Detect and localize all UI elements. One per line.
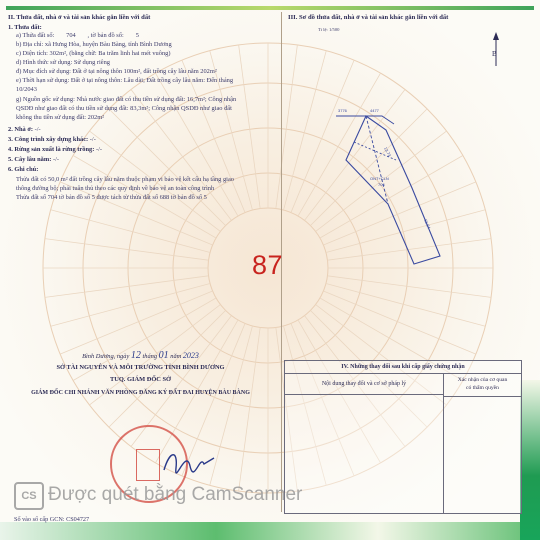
item-4-value: -/- <box>95 146 102 153</box>
date-month-label: tháng <box>142 353 158 360</box>
item-5-line <box>8 156 59 164</box>
changes-table <box>284 360 522 514</box>
plot-label-5: 704 <box>378 182 385 187</box>
term-line-1: e) Thời hạn sử dụng: Đất ở tại nông thôn: Lâu dài; Đất trồng cây lâu năm: Đến tháng <box>16 77 234 84</box>
purpose-line: đ) Mục đích sử dụng: Đất ở tại nông thôn 100m², đất trồng cây lâu năm 202m² <box>16 68 217 75</box>
item-1-label: 1. Thửa đất: <box>8 24 42 31</box>
top-border <box>6 6 534 10</box>
watermark-text: Được quét bằng CamScanner <box>48 484 303 505</box>
item-6-label: 6. Ghi chú: <box>8 166 39 173</box>
item-3-value: -/- <box>89 136 96 143</box>
origin-line-2: QSDĐ như giao đất có thu tiền sử dụng đất: 83,3m²; Công nhận QSDĐ như giao đất <box>16 105 232 112</box>
item-5-label: 5. Cây lâu năm: <box>8 156 52 163</box>
changes-col-confirm <box>444 374 521 397</box>
department-name: SỞ TÀI NGUYÊN VÀ MÔI TRƯỜNG TỈNH BÌNH DƯƠNG <box>56 364 225 371</box>
item-2-line <box>8 126 41 134</box>
origin-line-1: g) Nguồn gốc sử dụng: Nhà nước giao đất có thu tiền sử dụng đất: 16,7m²; Công nhận <box>16 96 237 103</box>
usage-form-line: d) Hình thức sử dụng: Sử dụng riêng <box>16 59 110 66</box>
plot-label-1: 3776 <box>338 108 347 113</box>
parcel-line <box>16 32 149 40</box>
item-3-label: 3. Công trình xây dựng khác: <box>8 136 89 143</box>
note-line-2: thông đường bộ; phải tuân thủ theo các quy định về bảo vệ an toàn công trình <box>16 185 215 192</box>
map-sheet-label: , tờ bản đồ số: <box>87 32 124 39</box>
authorization-line: TUQ. GIÁM ĐỐC SỞ <box>109 376 172 383</box>
north-label: B <box>492 50 497 58</box>
section-3-title: III. Sơ đồ thửa đất, nhà ở và tài sản khác gắn liền với đất <box>288 14 449 21</box>
date-year: 2023 <box>182 351 199 360</box>
confirm-line-2: có thẩm quyền <box>466 385 499 391</box>
parcel-label: a) Thửa đất số: <box>16 32 55 39</box>
plot-label-2: 4477 <box>370 108 379 113</box>
page-number: 87 <box>252 250 284 280</box>
item-4-label: 4. Rừng sản xuất là rừng trồng: <box>8 146 95 153</box>
confirm-line-1: Xác nhận của cơ quan <box>457 377 508 383</box>
section-2-title: II. Thửa đất, nhà ở và tài sản khác gắn liền với đất <box>8 14 151 21</box>
signer-title: GIÁM ĐỐC CHI NHÁNH VĂN PHÒNG ĐĂNG KÝ ĐẤT ĐAI HUYỆN BÀU BÀNG <box>31 390 250 396</box>
note-line-3: Thửa đất số 704 tờ bản đồ số 5 được tách từ thửa đất số 688 tờ bản đồ số 5 <box>16 194 207 201</box>
plot-label-4: ONT+CLN <box>370 176 389 181</box>
item-5-value: -/- <box>52 156 59 163</box>
date-day: 12 <box>130 350 141 361</box>
date-month: 01 <box>158 350 169 361</box>
changes-col-content: Nội dung thay đổi và cơ sở pháp lý <box>285 374 444 395</box>
bottom-border <box>0 522 540 540</box>
item-2-label: 2. Nhà ở: <box>8 126 34 133</box>
cert-no-label: Số vào sổ cấp GCN: <box>14 516 65 523</box>
date-year-label: năm <box>170 353 182 360</box>
address-line: b) Địa chỉ: xã Hưng Hòa, huyện Bàu Bàng, tỉnh Bình Dương <box>16 41 172 48</box>
signature-scribble <box>160 440 220 480</box>
stamp-center <box>136 449 160 481</box>
plot-label-6: 51.64 <box>423 218 432 230</box>
item-2-value: -/- <box>34 126 41 133</box>
item-4-line <box>8 146 102 154</box>
plot-label-3: 13.73 <box>383 146 393 158</box>
term-line-2: 10/2043 <box>16 86 37 93</box>
camscanner-watermark <box>21 484 303 506</box>
map-sheet-number: 5 <box>135 32 139 39</box>
cert-no: CS04727 <box>66 516 90 523</box>
scale-label: Tỉ lệ: 1/500 <box>318 27 340 32</box>
certificate-number-line <box>14 516 89 524</box>
origin-line-3: không thu tiền sử dụng đất: 202m² <box>16 114 105 121</box>
parcel-diagram <box>284 20 520 300</box>
parcel-number: 704 <box>66 32 76 39</box>
area-line: c) Diện tích: 302m², (bằng chữ: Ba trăm linh hai mét vuông) <box>16 50 171 57</box>
changes-divider <box>443 394 444 513</box>
item-3-line <box>8 136 96 144</box>
date-prefix: Bình Dương, ngày <box>82 353 130 360</box>
note-line-1: Thửa đất có 50,0 m² đất trồng cây lâu năm thuộc phạm vi bảo vệ kết cấu hạ tầng giao <box>16 176 234 183</box>
changes-title: IV. Những thay đổi sau khi cấp giấy chứng nhận <box>285 361 521 374</box>
right-border <box>520 380 540 540</box>
camscanner-logo-icon: CS <box>14 482 44 510</box>
signing-date <box>0 350 281 361</box>
